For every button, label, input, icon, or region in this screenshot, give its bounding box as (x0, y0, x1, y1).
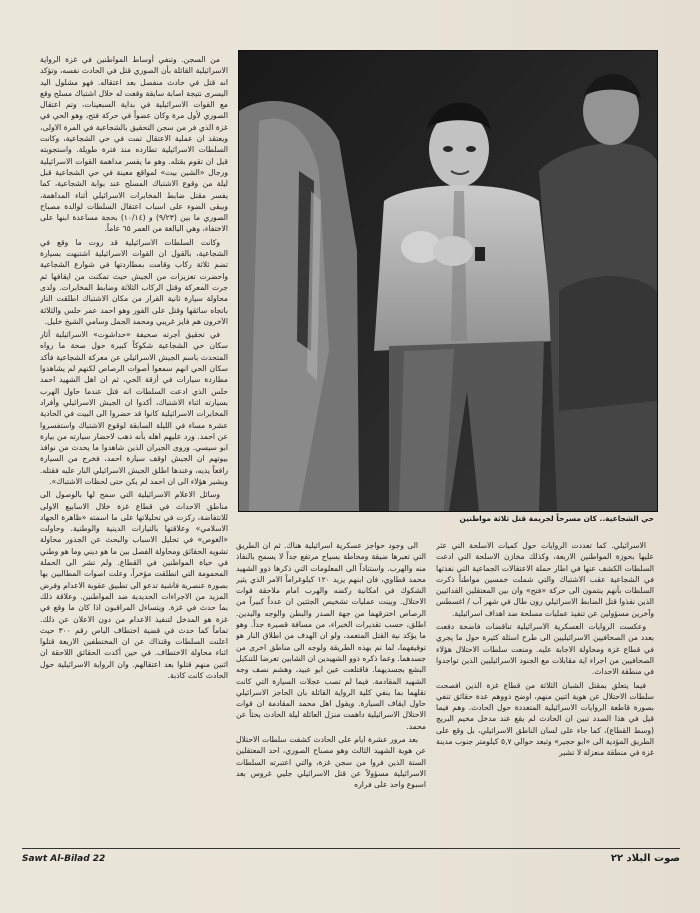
paragraph: الاسرائيلي. كما تعددت الروايات حول كميات الاسلحة التي عثر عليها بحوزة المواطنين الاربعة، وكذلك مخازن الاسلحة التي ادعت السلطات الكشف عنها في اطار حملة الاعتقالات الجماعية التي نفذتها في الشجاعية عقب الاشتباك والتي شملت خمسين مواطناً ذكرت السلطات بأنهم ينتمون الى حركة «فتح» وان بين المعتقلين الفدائيين الذين نفذوا قتل الضابط الاسرائيلي رون طال في شهر آب / اغسطس وآخرين مسؤولين عن تنفيذ عمليات مسلحة ضد اهداف اسرائيلية. (436, 541, 654, 618)
page-number-arabic: ٢٢ (610, 853, 624, 864)
paragraph: الى وجود حواجز عسكرية اسرائيلية هناك. ثم ان الطريق التي تعبرها ضيقة ومحاطة بسياج مرتفع جداً لا يسمح بالنفاذ منه والهرب. واستناداً الى المعلومات التي ذكرها ذوو الشهيد محمد قطاوي، فان ابنهم يزيد ١٢٠ كيلوغراماً الامر الذي يثير الشكوك في امكانية ركضه والهرب امام ملاحقة قوات الاحتلال. وبينت عمليات تشخيص الجثتين ان عدداً كبيراً من الرصاص اخترقهما من جهة الصدر والبطن والوجه واليدين. اطلق، حسب تقديرات الخبراء، من مسافة قصيرة جداً. وهو ما يؤكد نية القتل المتعمد، ولو ان الهدف من اطلاق النار هو توقيفهما، لما تم بهذه الطريقة ولوجه الى مناطق اخرى من جسدهما. وعما ذكره ذوو الشهيدين ان الشابين تعرضا للتنكيل البشع بجسديهما. فاقتلعت عين ابو عبيد، وهشم نصف وجه الشهيد المقادمة. فيما لم تصب عجلات السيارة التي كانت تقلهما بما ينفي كلية الرواية القائلة بان الحاجز الاسرائيلي حاول ايقاف السيارة. ويقول اهل محمد المقادمة ان قوات الاحتلال الاسرائيلية داهمت منزل العائلة ليلة الحادث بحثاً عن محمد. (236, 541, 426, 731)
footer-left (22, 854, 105, 864)
article-column-left (40, 54, 228, 832)
magazine-name-arabic: صوت البلاد (626, 853, 680, 864)
article-column-bottom-right (436, 540, 654, 840)
paragraph: فيما يتعلق بمقتل الشبان الثلاثة من قطاع غزة الذين افصحت سلطات الاحتلال عن هوية اثنين منهم، اوضح ذووهم عدة حقائق تنفي بصورة قاطعة الروايات الاسرائيلية المتعددة حول الحادث. وهم فيما قيل في هذا الصدد تبين ان الحادث لم يقع عند مدخل مخيم البريج (وسط القطاع)، كما جاء على لسان الناطق الاسرائيلي، بل وقع على الطريق المؤدية الى «ابو حجير» وتبعد حوالي ٥,٧ كيلومتر جنوب مدينة غزة في منطقة منعزلة لا تشير (436, 680, 654, 758)
news-photo (238, 50, 658, 512)
paragraph: وسائل الاعلام الاسرائيلية التي سمح لها بالوصول الى مناطق الاحداث في قطاع غزة خلال الاسابيع الاولى للانتفاضة، ركزت في تحليلاتها على ما اسمته «ظاهرة الجهاد الاسلامي» وعلاقتها بالتيارات الدينية والوطنية. وحاولت «الغوص» في تحليل الاسباب والبحث عن الجذور محاولة تشويه الحقائق ومحاولة الفصل بين ما هو ديني وما هو وطني في حياة المواطنين في القطاع. ولم تشر الى الحملة المحمومة التي انطلقت مؤخراً، وعلت اصوات المطالبين بها بصورة عنصرية فاشية تدعو الى تطبيق عقوبة الاعدام وفرض المزيد من الاجراءات الحديدية ضد المواطنين. وعلاقة ذلك بما حدث في غزة. ويتساءل المراقبون اذا كان ما وقع في غزة هو المدخل لتنفيذ الاعدام من دون الاعلان عن ذلك. تماماً كما حدث في قضية اختطاف الباص رقم ٣٠٠ حيث اعلنت السلطات وقتذاك عن ان المختطفين الاربعة قتلوا اثناء محاولة الاختطاف. في حين أكدت الحقائق اللاحقة ان اثنين منهم قتلوا بعد اعتقالهم. وان الرواية الاسرائيلية حول الحادث كانت كاذبة. (40, 490, 228, 681)
article-column-bottom-middle (236, 540, 426, 840)
page-number-latin: 22 (92, 854, 106, 864)
footer-right (584, 853, 680, 864)
footer-rule (22, 848, 680, 849)
paragraph: بعد مرور عشرة ايام على الحادث كشفت سلطات الاحتلال عن هوية الشهيد الثالث وهو مصباح الصوري، احد المعتقلين الستة الذين فروا من سجن غزة، والتي اعتبرته السلطات الاسرائيلية مسؤولاً عن قتل الاسرائيلي جليي غروس بعد اسبوع واحد على فراره (236, 735, 426, 790)
paragraph: من السجن. وتنفي أوساط المواطنين في غزة الرواية الاسرائيلية القائلة بأن الصوري قتل في الحادث نفسه، وتؤكد انه قتل في حادث منفصل بعد اعتقاله. فهو مشلول اليد اليسرى نتيجة اصابة سابقة وقعت له خلال اشتباك مسلح وقع مع القوات الاسرائيلية في بداية السبعينات، وتم اعتقال الصوري لأول مرة وكان عضواً في حركة فتح، وهو الحي في غزة الذي فر من سجن التحقيق بالشجاعية في المرة الاولى، ويعتقد ان عملية الاعتقال تمت في حي الشجاعية، وكانت السلطات الاسرائيلية تطارده منذ فترة طويلة. واستجوبته قبل ان تقوم بقتله. وهو ما يفسر مداهمة القوات الاسرائيلية ورجال «الشين بيت» لمواقع معينة في حي الشجاعية قبل ليلة من وقوع الاشتباك المسلح عند بوابة الشجاعية، كما يفسر مقتل ضابط المخابرات الاسرائيلي أثناء المداهمة، ويبقى الضوء على اسباب اعتقال السلطات لوالدة مصباح الصوري ما بين (٩/٢٣) و (١٠/١٤) بحجة مساعدة ابنها على الاختفاء، وهي البالغة من العمر ٦٥ عاماً. (40, 55, 228, 234)
magazine-name-latin: Sawt Al-Bilad (22, 854, 90, 864)
photo-illustration (239, 51, 657, 511)
photo-caption: حي الشجاعية.. كان مسرحاً لجريمة قتل ثلاثة مواطنين (459, 514, 654, 523)
paragraph: وعكست الروايات العسكرية الاسرائيلية تناقضات فاضحة دفعت بعدد من الصحافيين الاسرائيليين الى طرح اسئلة كثيرة حول ما يجري في قطاع غزة ومحاولة الاجابة عليه. ومنعت سلطات الاحتلال هؤلاء الصحافيين من اجراء اية مقابلات مع الجنود الاسرائيليين الذين تواجدوا في منطقة الاحداث. (436, 622, 654, 677)
paragraph: في تحقيق أجرته صحيفة «حداشوت» الاسرائيلية أثار سكان حي الشجاعية شكوكاً كبيرة حول صحة ما رواه المتحدث باسم الجيش الاسرائيلي عن معركة الشجاعية فأكد سكان الحي انهم سمعوا أصوات الرصاص لكنهم لم يشاهدوا مطاردة سيارات في أزقة الحي، ثم ان اهل الشهيد احمد حلس الذي ادعت السلطات انه قتل عندما حاول الهرب بسيارته اثناء الاشتباك، أكدوا ان الجيش الاسرائيلي وأفراد المخابرات الاسرائيلية كانوا قد حضروا الى البيت في الحادية عشرة مساء في الليلة السابقة لوقوع الاشتباك واستفسروا عن احمد. ورد عليهم اهله بأنه ذهب لاحضار سيارته من بيارة ابو سيسي. وروى الجيران الذين شاهدوا ما يحدث من نوافذ بيوتهم ان الجيش اوقف سيارة احمد، فخرج من السيارة رافعاً يديه، وعندها اطلق الجيش الاسرائيلي النار عليه فقتله. ويشير هؤلاء الى ان احمد لم يكن حتى لحظات الاشتباك». (40, 330, 228, 486)
paragraph: وكانت السلطات الاسرائيلية قد روت ما وقع في الشجاعية، بالقول ان القوات الاسرائيلية اشتبهت بسيارة تضم ثلاثة ركاب وقامت بمطاردتها في شوارع الشجاعية واحضرت تعزيزات من الجيش حيث تمكنت من ايقافها ثم جرت المعركة وقتل الركاب الثلاثة وضابط المخابرات. ولدى محاولة سيارة ثانية الفرار من مكان الاشتباك اطلقت النار باتجاه سائقها وقتل على الفور وهو احمد عمر حلس والثلاثة الآخرون هم فايز غريبي ومحمد الجمل وسامي الشيخ خليل. (40, 237, 228, 326)
